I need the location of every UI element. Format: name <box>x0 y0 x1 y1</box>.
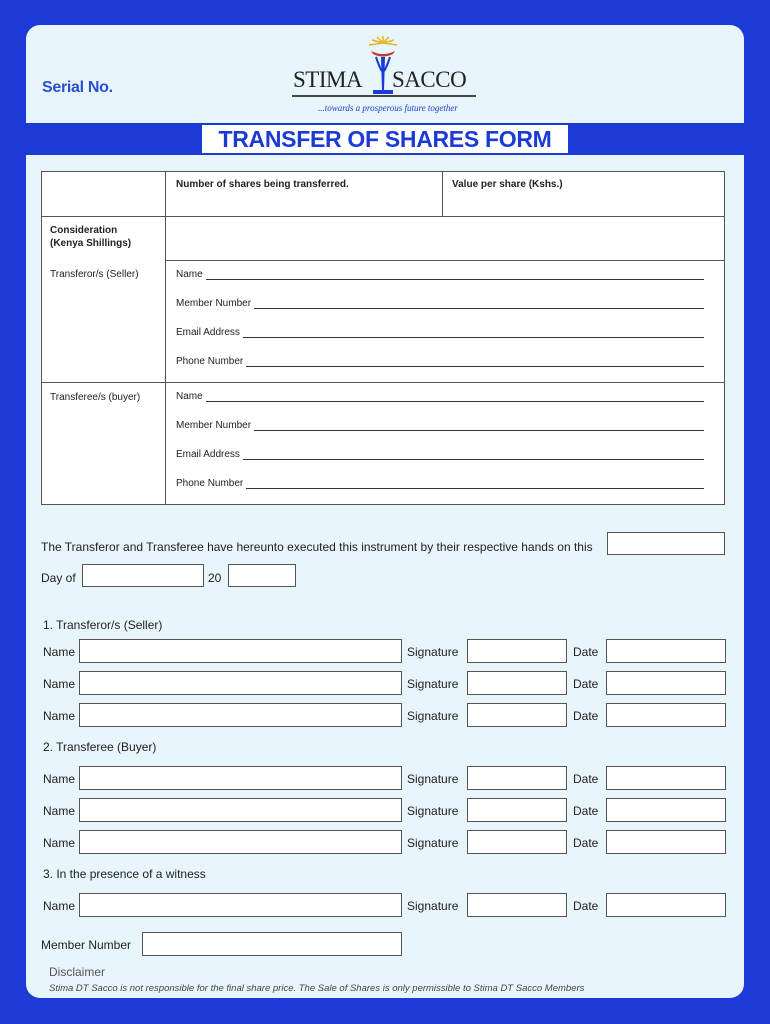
transferee-name-input[interactable] <box>79 830 402 854</box>
transferee-date-input[interactable] <box>606 830 726 854</box>
logo-tagline: ...towards a prosperous future together <box>318 103 458 113</box>
transferee-date-input[interactable] <box>606 766 726 790</box>
member-number-label: Member Number <box>41 938 132 952</box>
transferee-name-input[interactable] <box>79 766 402 790</box>
transferor-date-input[interactable] <box>606 671 726 695</box>
signature-label: Signature <box>407 899 459 913</box>
transferee-member-number-field[interactable]: Member Number <box>176 420 704 431</box>
table-divider <box>442 172 443 216</box>
stima-sacco-logo <box>290 33 480 113</box>
transferor-signature-input[interactable] <box>467 703 567 727</box>
transferee-label: Transferee/s (buyer) <box>50 392 141 403</box>
execution-day-input[interactable] <box>607 532 725 555</box>
logo-divider <box>292 95 476 97</box>
year-input[interactable] <box>228 564 296 587</box>
witness-member-number-input[interactable] <box>142 932 402 956</box>
form-title: TRANSFER OF SHARES FORM <box>202 125 568 153</box>
form-card <box>26 25 744 998</box>
transferor-phone-field[interactable]: Phone Number <box>176 356 704 367</box>
transferor-name-input[interactable] <box>79 703 402 727</box>
title-banner <box>26 123 744 155</box>
logo-text-right: SACCO <box>392 67 467 92</box>
table-divider <box>165 260 725 261</box>
date-label: Date <box>573 772 599 786</box>
transferee-signature-input[interactable] <box>467 766 567 790</box>
date-label: Date <box>573 836 599 850</box>
consideration-label: Consideration (Kenya Shillings) <box>50 225 132 249</box>
transferee-signature-input[interactable] <box>467 798 567 822</box>
transferor-name-input[interactable] <box>79 639 402 663</box>
logo-text-left: STIMA <box>293 67 363 92</box>
disclaimer-heading: Disclaimer <box>49 965 106 979</box>
transferor-member-number-field[interactable]: Member Number <box>176 298 704 309</box>
signature-label: Signature <box>407 836 459 850</box>
month-input[interactable] <box>82 564 204 587</box>
share-value-header: Value per share (Kshs.) <box>452 179 563 190</box>
day-of-label: Day of <box>41 571 76 585</box>
name-label: Name <box>43 772 76 786</box>
transferee-email-field[interactable]: Email Address <box>176 449 704 460</box>
transfer-details-table <box>41 171 725 505</box>
transferor-date-input[interactable] <box>606 639 726 663</box>
signature-label: Signature <box>407 677 459 691</box>
transferee-date-input[interactable] <box>606 798 726 822</box>
signature-label: Signature <box>407 645 459 659</box>
transferee-name-input[interactable] <box>79 798 402 822</box>
date-label: Date <box>573 804 599 818</box>
date-label: Date <box>573 645 599 659</box>
witness-section-heading: 3. In the presence of a witness <box>43 867 206 881</box>
transferee-phone-field[interactable]: Phone Number <box>176 478 704 489</box>
transferee-signature-input[interactable] <box>467 830 567 854</box>
date-label: Date <box>573 709 599 723</box>
name-label: Name <box>43 709 76 723</box>
serial-number-label: Serial No. <box>42 79 113 96</box>
witness-name-input[interactable] <box>79 893 402 917</box>
transferor-signature-input[interactable] <box>467 639 567 663</box>
name-label: Name <box>43 677 76 691</box>
transferor-name-field[interactable]: Name <box>176 269 704 280</box>
table-divider <box>42 382 725 383</box>
transferor-name-input[interactable] <box>79 671 402 695</box>
date-label: Date <box>573 677 599 691</box>
transferee-section-heading: 2. Transferee (Buyer) <box>43 740 157 754</box>
signature-label: Signature <box>407 709 459 723</box>
name-label: Name <box>43 899 76 913</box>
disclaimer-text: Stima DT Sacco is not responsible for the final share price. The Sale of Shares is only permissible to Stima DT Sacco Members <box>49 983 585 994</box>
witness-signature-input[interactable] <box>467 893 567 917</box>
transferor-email-field[interactable]: Email Address <box>176 327 704 338</box>
name-label: Name <box>43 804 76 818</box>
transferor-section-heading: 1. Transferor/s (Seller) <box>43 618 163 632</box>
signature-label: Signature <box>407 804 459 818</box>
table-divider <box>42 216 725 217</box>
transferee-name-field[interactable]: Name <box>176 391 704 402</box>
name-label: Name <box>43 645 76 659</box>
table-divider <box>165 172 166 505</box>
transferor-date-input[interactable] <box>606 703 726 727</box>
transferor-signature-input[interactable] <box>467 671 567 695</box>
shares-count-header: Number of shares being transferred. <box>176 179 349 190</box>
name-label: Name <box>43 836 76 850</box>
witness-date-input[interactable] <box>606 893 726 917</box>
signature-label: Signature <box>407 772 459 786</box>
transferor-label: Transferor/s (Seller) <box>50 269 139 280</box>
year-prefix-label: 20 <box>208 571 222 585</box>
date-label: Date <box>573 899 599 913</box>
execution-sentence: The Transferor and Transferee have hereunto executed this instrument by their respective hands on this <box>41 540 593 554</box>
